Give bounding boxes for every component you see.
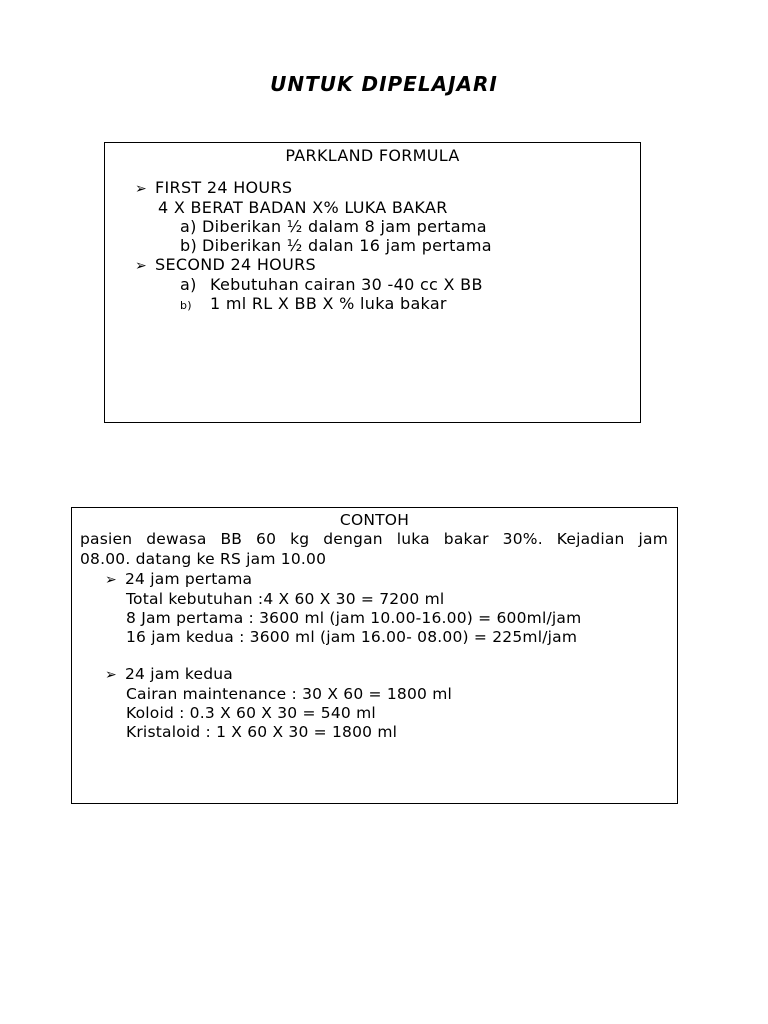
item-marker: a): [180, 275, 197, 294]
contoh-intro-line-1: pasien dewasa BB 60 kg dengan luka bakar 30%. Kejadian jam: [80, 530, 668, 548]
item-marker: b): [180, 299, 192, 312]
first-item-b: [180, 236, 492, 256]
second-item-a: [180, 275, 483, 295]
contoh-first-item: [105, 569, 252, 590]
item-text: Diberikan ½ dalan 16 jam pertama: [202, 236, 492, 255]
first-24-hours-item: [135, 178, 292, 199]
contoh-intro-line-2: 08.00. datang ke RS jam 10.00: [80, 550, 327, 568]
page-title: UNTUK DIPELAJARI: [270, 72, 498, 96]
contoh-box: [71, 507, 678, 804]
arrow-bullet-icon: ➢: [135, 181, 148, 197]
arrow-bullet-icon: ➢: [105, 572, 117, 588]
second-24-hours-label: SECOND 24 HOURS: [155, 255, 316, 274]
item-text: 1 ml RL X BB X % luka bakar: [210, 294, 447, 313]
item-text: Kebutuhan cairan 30 -40 cc X BB: [210, 275, 483, 294]
item-marker: a): [180, 217, 197, 236]
contoh-second-line: Cairan maintenance : 30 X 60 = 1800 ml: [126, 685, 453, 703]
first-24-hours-label: FIRST 24 HOURS: [155, 178, 293, 197]
contoh-first-label: 24 jam pertama: [125, 570, 253, 588]
arrow-bullet-icon: ➢: [105, 667, 117, 683]
first-item-a: [180, 217, 487, 237]
contoh-second-label: 24 jam kedua: [125, 665, 234, 683]
contoh-second-line: Kristaloid : 1 X 60 X 30 = 1800 ml: [126, 723, 398, 741]
second-24-hours-item: [135, 255, 316, 276]
contoh-second-line: Koloid : 0.3 X 60 X 30 = 540 ml: [126, 704, 376, 722]
contoh-second-item: [105, 664, 233, 685]
item-marker: b): [180, 236, 197, 255]
first-24-hours-formula: 4 X BERAT BADAN X% LUKA BAKAR: [158, 198, 448, 217]
arrow-bullet-icon: ➢: [135, 258, 148, 274]
parkland-heading: PARKLAND FORMULA: [285, 146, 460, 165]
contoh-heading: CONTOH: [339, 511, 410, 529]
parkland-formula-box: [104, 142, 641, 423]
item-text: Diberikan ½ dalam 8 jam pertama: [202, 217, 487, 236]
contoh-first-line: 8 Jam pertama : 3600 ml (jam 10.00-16.00) = 600ml/jam: [126, 609, 582, 627]
contoh-first-line: Total kebutuhan :4 X 60 X 30 = 7200 ml: [126, 590, 445, 608]
second-item-b: [180, 294, 447, 316]
contoh-first-line: 16 jam kedua : 3600 ml (jam 16.00- 08.00) = 225ml/jam: [126, 628, 578, 646]
